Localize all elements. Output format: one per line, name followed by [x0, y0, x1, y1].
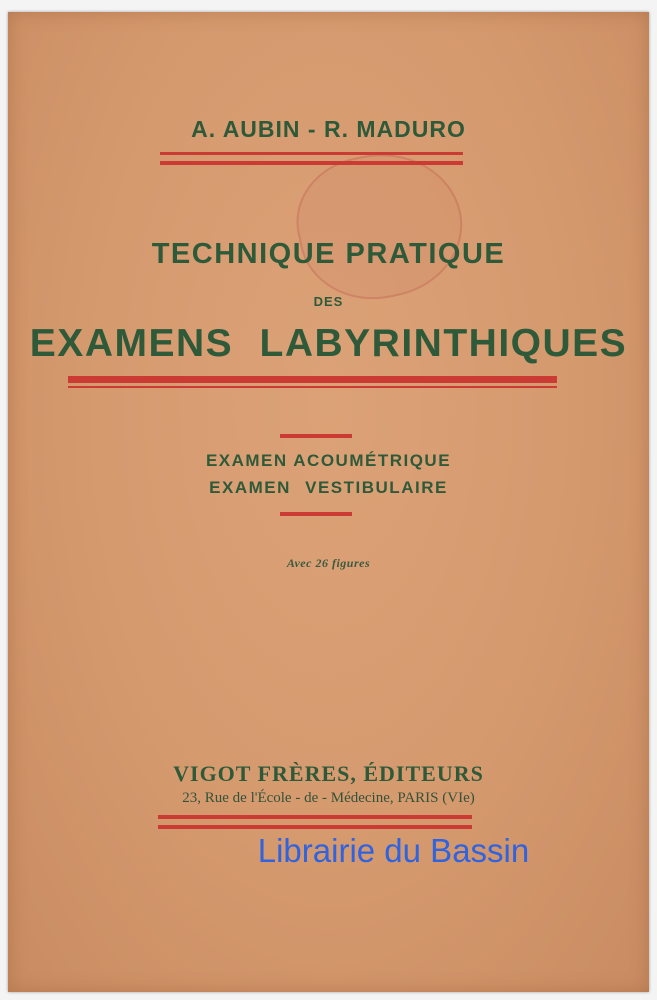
subtitle-rule-top — [280, 434, 352, 438]
title-rule-thin — [68, 386, 557, 388]
publisher-address: 23, Rue de l'École - de - Médecine, PARIS (VIe) — [182, 790, 475, 806]
title-line-1: TECHNIQUE PRATIQUE — [151, 238, 506, 270]
publisher-rule-top — [158, 815, 472, 819]
figures-note: Avec 26 figures — [286, 556, 371, 570]
authors: A. AUBIN - R. MADURO — [191, 116, 466, 142]
title-line-2: EXAMENS LABYRINTHIQUES — [29, 322, 628, 365]
subtitle-line-1: EXAMEN ACOUMÉTRIQUE — [205, 451, 452, 470]
publisher-rule-bottom — [158, 825, 472, 829]
authors-rule-bottom — [160, 161, 463, 165]
publisher-name: VIGOT FRÈRES, ÉDITEURS — [173, 761, 484, 786]
title-rule — [68, 376, 557, 383]
title-connector: DES — [313, 294, 344, 309]
bookseller-watermark: Librairie du Bassin — [257, 832, 530, 869]
subtitle-line-2: EXAMEN VESTIBULAIRE — [209, 478, 448, 497]
subtitle-rule-bottom — [280, 512, 352, 516]
authors-rule-top — [160, 152, 463, 155]
